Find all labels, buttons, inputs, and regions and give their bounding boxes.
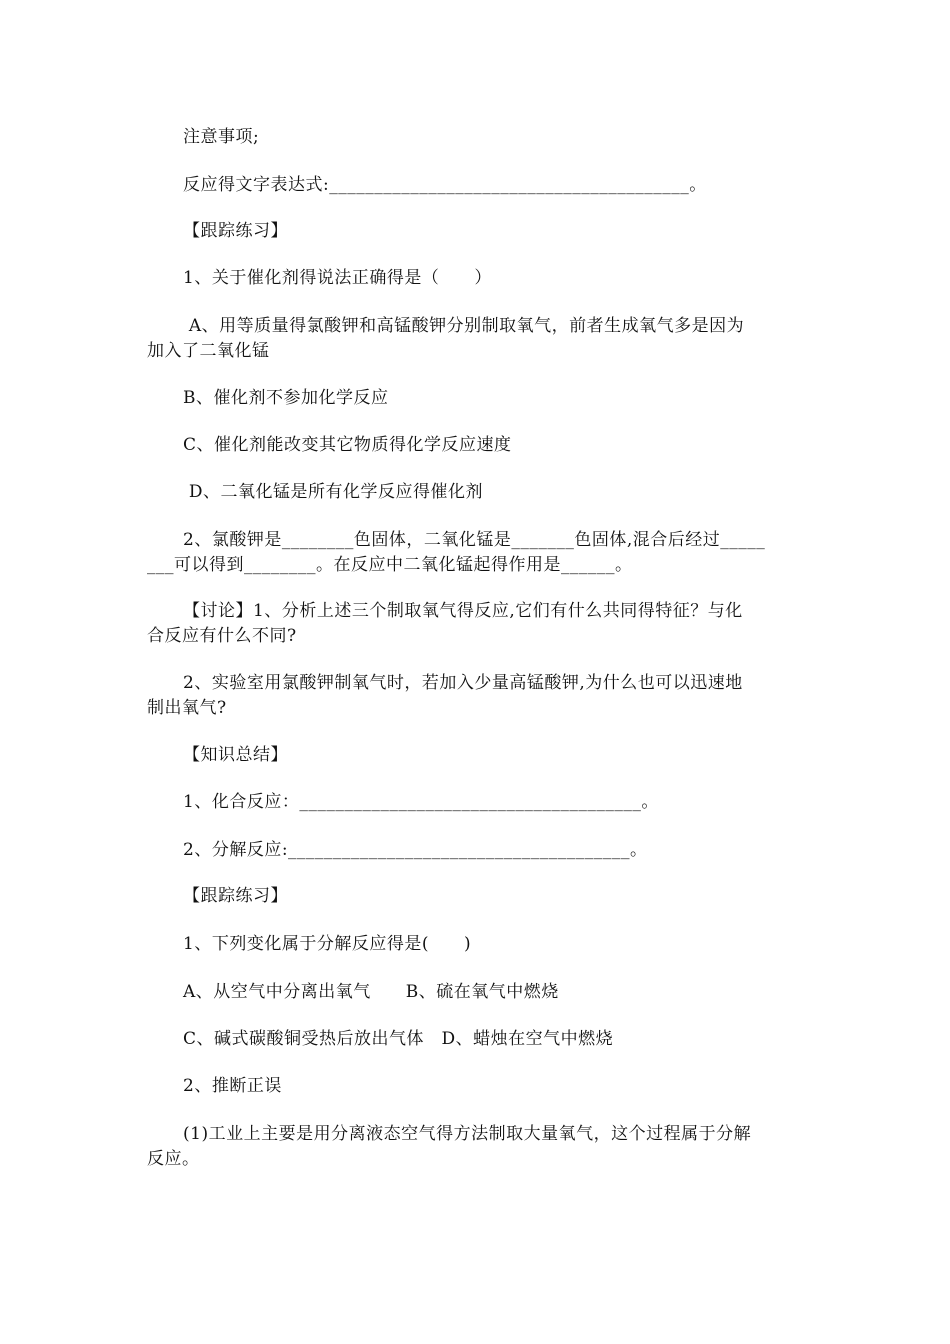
- summary-combination-reaction: 1、化合反应：______________________________________。: [183, 792, 659, 812]
- question-2-line-2: ___可以得到________。在反应中二氧化锰起得作用是______。: [147, 555, 633, 575]
- option-c: C、催化剂能改变其它物质得化学反应速度: [183, 435, 512, 455]
- discussion-2-line-2: 制出氧气?: [147, 698, 227, 718]
- notes-heading: 注意事项;: [183, 127, 260, 147]
- question-2-line-1: 2、氯酸钾是________色固体，二氧化锰是_______色固体,混合后经过_____: [183, 530, 766, 550]
- section-heading-practice: 【跟踪练习】: [183, 221, 288, 241]
- question-1-decomposition: 1、下列变化属于分解反应得是( ): [183, 934, 472, 954]
- section-heading-summary: 【知识总结】: [183, 745, 288, 765]
- option-a-line-1: A、用等质量得氯酸钾和高锰酸钾分别制取氧气，前者生成氧气多是因为: [183, 316, 745, 336]
- options-a-b: A、从空气中分离出氧气 B、硫在氧气中燃烧: [183, 982, 559, 1002]
- summary-decomposition-reaction: 2、分解反应:______________________________________。: [183, 840, 648, 860]
- statement-1-line-2: 反应。: [147, 1149, 200, 1169]
- word-equation-line: 反应得文字表达式:________________________________________。: [183, 175, 707, 195]
- section-heading-practice-2: 【跟踪练习】: [183, 886, 288, 906]
- question-2-true-false: 2、推断正误: [183, 1076, 282, 1096]
- discussion-2-line-1: 2、实验室用氯酸钾制氧气时，若加入少量高锰酸钾,为什么也可以迅速地: [183, 673, 743, 693]
- statement-1-line-1: (1)工业上主要是用分离液态空气得方法制取大量氧气，这个过程属于分解: [183, 1124, 752, 1144]
- option-a-line-2: 加入了二氧化锰: [147, 341, 270, 361]
- question-1-catalyst: 1、关于催化剂得说法正确得是（ ）: [183, 268, 492, 288]
- option-b: B、催化剂不参加化学反应: [183, 388, 389, 408]
- discussion-1-line-1: 【讨论】1、分析上述三个制取氧气得反应,它们有什么共同得特征？与化: [183, 601, 743, 621]
- options-c-d: C、碱式碳酸铜受热后放出气体 D、蜡烛在空气中燃烧: [183, 1029, 614, 1049]
- option-d: D、二氧化锰是所有化学反应得催化剂: [183, 482, 484, 502]
- discussion-1-line-2: 合反应有什么不同?: [147, 626, 297, 646]
